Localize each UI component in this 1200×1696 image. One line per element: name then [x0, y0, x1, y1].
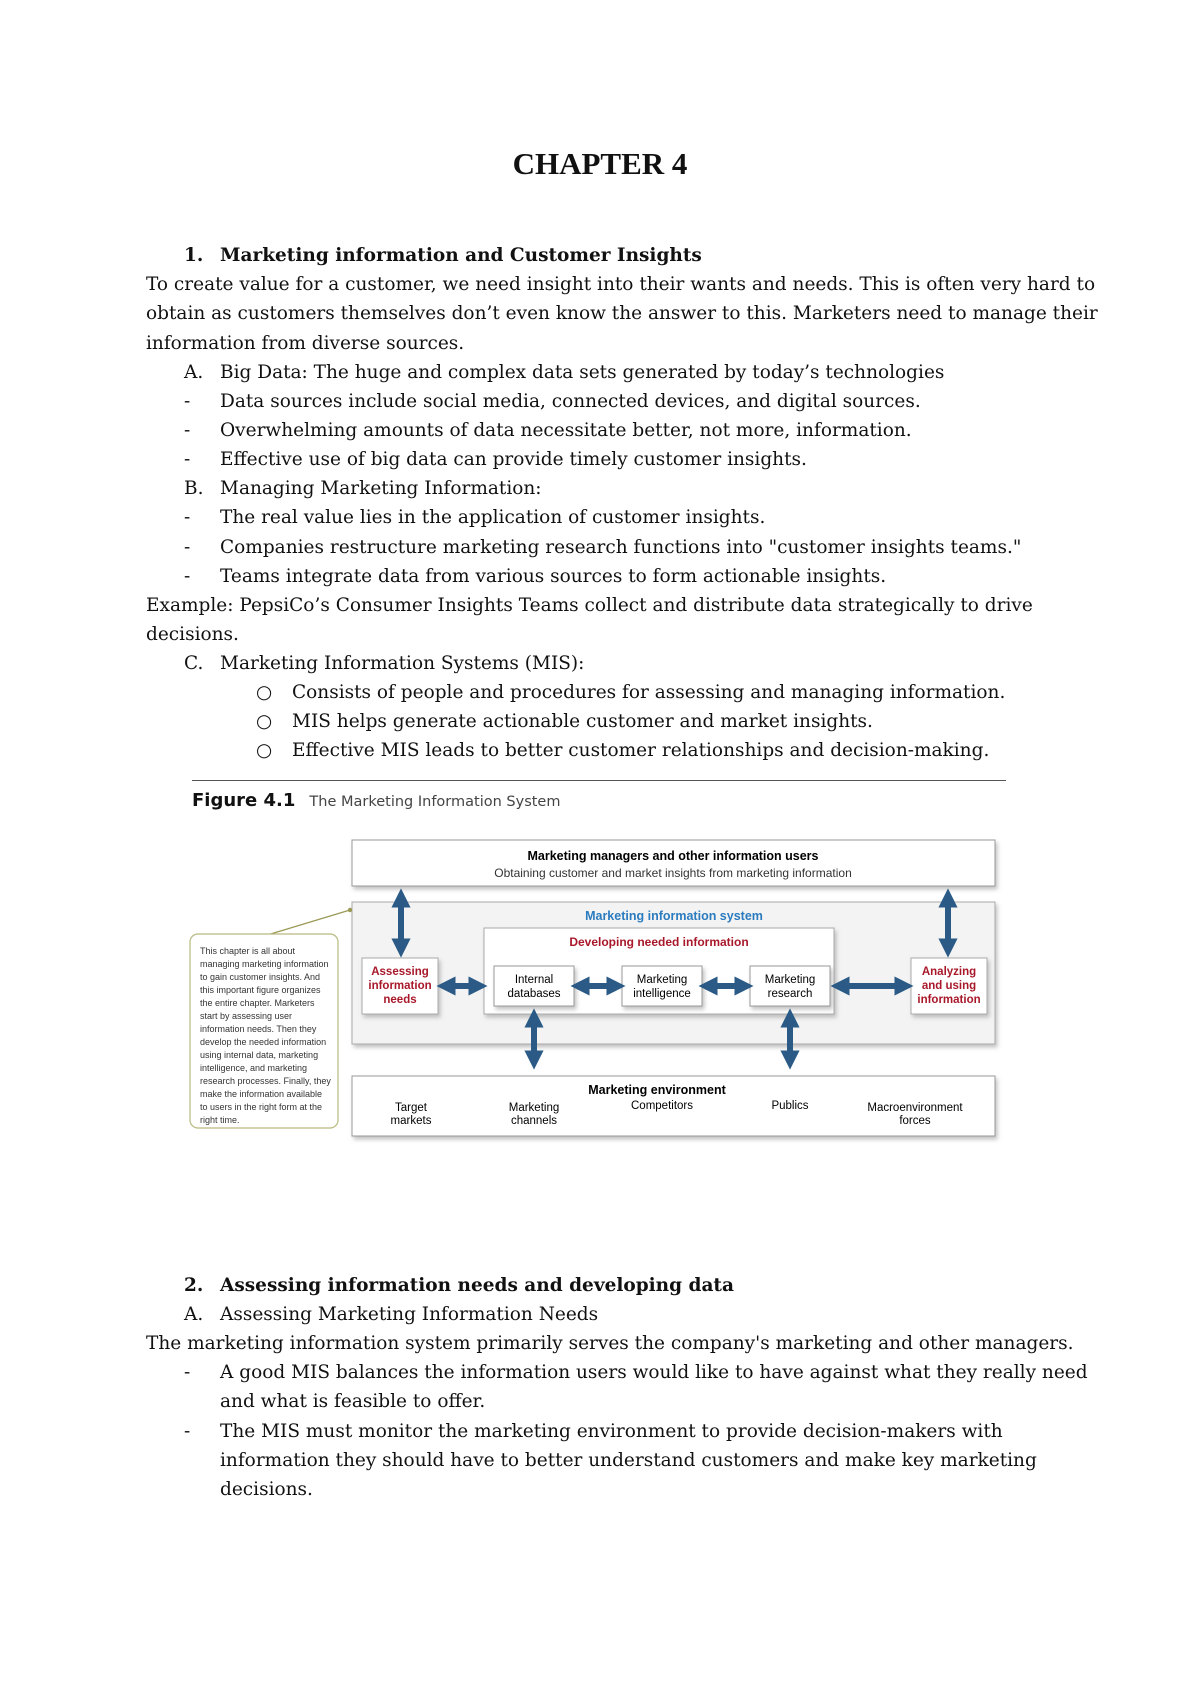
top-box-title: Marketing managers and other information users	[527, 849, 819, 863]
dash-bullet: -	[184, 566, 191, 587]
dash-bullet: -	[184, 391, 191, 412]
developing-title: Developing needed information	[569, 935, 749, 949]
section-2-heading: Assessing information needs and developing data	[220, 1275, 734, 1296]
paragraph-line: obtain as customers themselves don’t even know the answer to this. Marketers need to manage their	[146, 303, 1098, 324]
research-label: Marketing	[764, 974, 816, 986]
list-letter: A.	[184, 1304, 204, 1325]
analyzing-label: Analyzing	[921, 966, 977, 978]
paragraph-line: To create value for a customer, we need insight into their wants and needs. This is often very hard to	[146, 274, 1096, 295]
dash-bullet: -	[184, 537, 191, 558]
env-item: Competitors	[631, 1100, 693, 1112]
list-item: Overwhelming amounts of data necessitate better, not more, information.	[220, 420, 912, 441]
section-1-heading: Marketing information and Customer Insights	[220, 245, 702, 266]
note-line: managing marketing information	[200, 959, 329, 969]
figure-label: Figure 4.1	[192, 790, 296, 811]
circle-bullet: ○	[256, 740, 273, 761]
marketing-research-box	[750, 966, 830, 1006]
chapter-title: CHAPTER 4	[512, 146, 688, 181]
marketing-intelligence-box	[622, 966, 702, 1006]
note-line: right time.	[200, 1115, 240, 1125]
example-line: decisions.	[146, 624, 239, 645]
section-2-number: 2.	[184, 1275, 204, 1296]
analyzing-label: information	[917, 994, 981, 1006]
note-connector-dot	[348, 908, 352, 912]
list-item: Effective use of big data can provide timely customer insights.	[220, 449, 807, 470]
note-line: to users in the right form at the	[200, 1102, 323, 1112]
env-item: Target	[395, 1102, 427, 1114]
note-line: This chapter is all about	[200, 946, 296, 956]
list-letter: C.	[184, 653, 204, 674]
note-line: using internal data, marketing	[200, 1050, 319, 1060]
note-line: develop the needed information	[200, 1037, 327, 1047]
dash-bullet: -	[184, 1362, 191, 1383]
list-item: Effective MIS leads to better customer relationships and decision-making.	[292, 740, 990, 761]
list-item: The real value lies in the application of customer insights.	[220, 507, 766, 528]
research-label: research	[767, 988, 813, 1000]
dash-bullet: -	[184, 420, 191, 441]
circle-bullet: ○	[256, 711, 273, 732]
subheading-managing: Managing Marketing Information:	[220, 478, 542, 499]
assessing-label: Assessing	[371, 966, 429, 978]
circle-bullet: ○	[256, 682, 273, 703]
subheading-assessing: Assessing Marketing Information Needs	[220, 1304, 599, 1325]
list-item: Companies restructure marketing research functions into "customer insights teams."	[220, 537, 1022, 558]
note-line: this important figure organizes	[200, 985, 321, 995]
dash-bullet: -	[184, 507, 191, 528]
list-item: The MIS must monitor the marketing environment to provide decision-makers with	[220, 1421, 1003, 1442]
assessing-label: information	[368, 980, 432, 992]
environment-title: Marketing environment	[588, 1083, 726, 1097]
note-line: information needs. Then they	[200, 1024, 317, 1034]
env-item: Macroenvironment	[867, 1102, 963, 1114]
env-item: forces	[899, 1115, 931, 1127]
mis-title: Marketing information system	[585, 909, 763, 923]
internal-databases-box	[494, 966, 574, 1006]
env-item: Publics	[771, 1100, 809, 1112]
note-line: the entire chapter. Marketers	[200, 998, 315, 1008]
figure-rule	[192, 780, 1006, 781]
note-line: make the information available	[200, 1089, 323, 1099]
list-item-continued: and what is feasible to offer.	[220, 1391, 486, 1412]
list-letter: B.	[184, 478, 204, 499]
list-item: Teams integrate data from various sources to form actionable insights.	[220, 566, 887, 587]
list-item-continued: information they should have to better understand customers and make key marketing	[220, 1450, 1037, 1471]
assessing-label: needs	[383, 994, 417, 1006]
list-item: MIS helps generate actionable customer and market insights.	[292, 711, 873, 732]
list-letter: A.	[184, 362, 204, 383]
note-line: start by assessing user	[200, 1011, 293, 1021]
paragraph-line: The marketing information system primarily serves the company's marketing and other managers.	[146, 1333, 1074, 1354]
env-item: markets	[390, 1115, 432, 1127]
intel-label: intelligence	[633, 988, 691, 1000]
note-line: research processes. Finally, they	[200, 1076, 331, 1086]
section-1-number: 1.	[184, 245, 204, 266]
subheading-big-data: Big Data: The huge and complex data sets generated by today’s technologies	[220, 362, 945, 383]
internal-label: Internal	[514, 974, 554, 986]
list-item: Data sources include social media, connected devices, and digital sources.	[220, 391, 921, 412]
dash-bullet: -	[184, 1421, 191, 1442]
note-line: intelligence, and marketing	[200, 1063, 308, 1073]
list-item: Consists of people and procedures for assessing and managing information.	[292, 682, 1006, 703]
figure-title: The Marketing Information System	[309, 794, 561, 810]
note-connector	[264, 910, 350, 936]
list-item-continued: decisions.	[220, 1479, 313, 1500]
mis-diagram	[186, 830, 1010, 1160]
internal-label: databases	[507, 988, 561, 1000]
list-item: A good MIS balances the information users would like to have against what they really need	[220, 1362, 1088, 1383]
note-line: to gain customer insights. And	[200, 972, 321, 982]
analyzing-label: and using	[921, 980, 977, 992]
paragraph-line: information from diverse sources.	[146, 333, 465, 354]
env-item: channels	[510, 1115, 558, 1127]
dash-bullet: -	[184, 449, 191, 470]
intel-label: Marketing	[636, 974, 688, 986]
figure-caption	[192, 790, 560, 811]
env-item: Marketing	[508, 1102, 560, 1114]
top-box-subtitle: Obtaining customer and market insights from marketing information	[494, 866, 852, 880]
example-line: Example: PepsiCo’s Consumer Insights Teams collect and distribute data strategically to drive	[146, 595, 1033, 616]
subheading-mis: Marketing Information Systems (MIS):	[220, 653, 585, 674]
